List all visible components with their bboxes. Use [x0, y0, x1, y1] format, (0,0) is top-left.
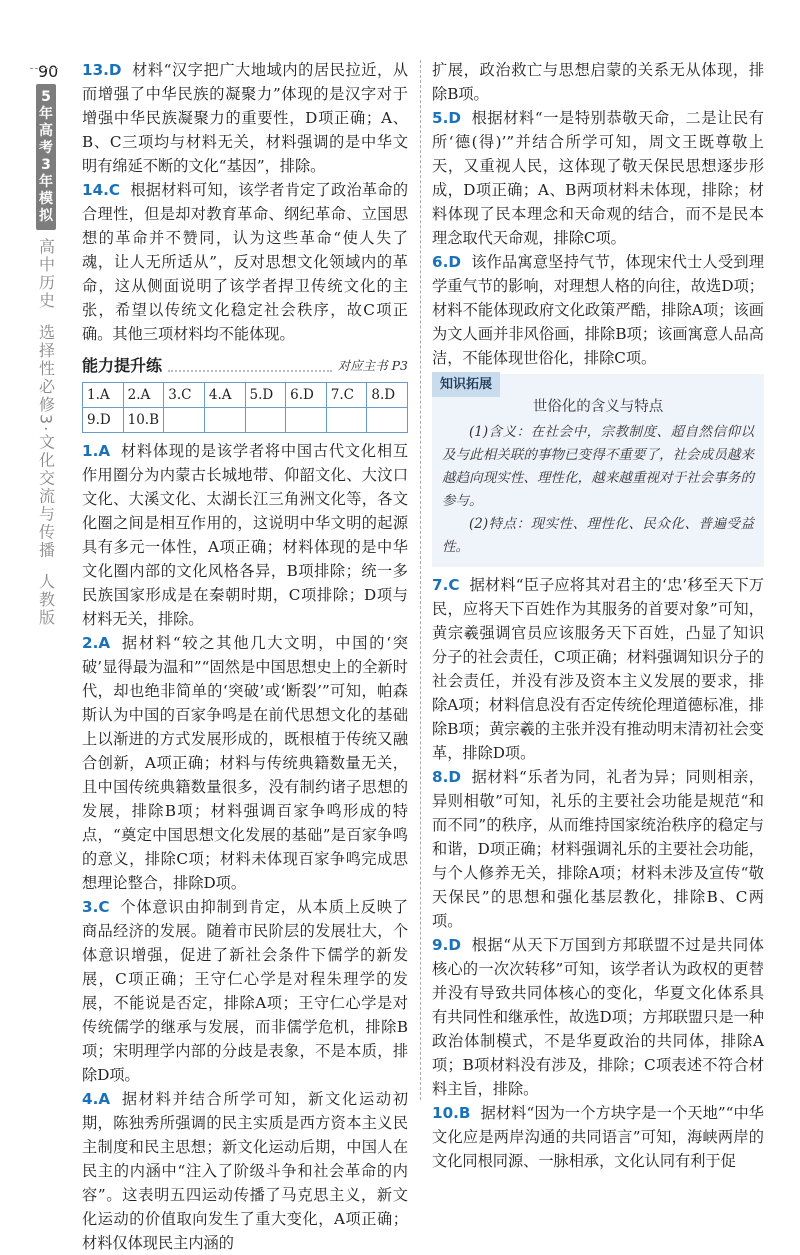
- item-explanation: 据材料“乐者为同，礼者为异；同则相亲，异则相敬”可知，礼乐的主要社会功能是规范“和而不同”的秩序，从而维持国家统治秩序的稳定与和谐，D项正确；材料强调礼乐的主要社会功能，与个人修养无关，排除A项；材料未涉及宣传“敬天保民”的思想和强化基层教化，排除B、C两项。: [432, 768, 764, 930]
- item-number: 14.: [82, 181, 109, 199]
- side-strip: [34, 84, 58, 641]
- item-answer: D: [448, 936, 461, 954]
- item-number: 10.: [432, 1104, 459, 1122]
- item-explanation: 材料“汉字把广大地域内的居民拉近，从而增强了中华民族的凝聚力”体现的是汉字对于增强中华民族凝聚力的重要性，D项正确；A、B、C三项均与材料无关，材料强调的是中华文明有绵延不断的文化“基因”，排除。: [82, 61, 408, 175]
- answer-cell: 2.A: [123, 383, 164, 408]
- item-answer: D: [448, 768, 461, 786]
- answer-cell: 8.D: [367, 383, 408, 408]
- item-number: 13.: [82, 61, 109, 79]
- answer-table-row: [83, 383, 408, 408]
- answer-cell: [164, 408, 205, 433]
- item-explanation: 根据“从天下万国到方邦联盟不过是共同体核心的一次次转移”可知，该学者认为政权的更替并没有导致共同体核心的变化，华夏文化体系具有共同性和继承性，故选D项；方邦联盟只是一种政治体制模式，不是华夏政治的共同体，排除A项；B项材料没有涉及，排除；C项表述不符合材料主旨，排除。: [432, 936, 764, 1098]
- item-number: 1.: [82, 442, 99, 460]
- item-explanation: 根据材料可知，该学者肯定了政治革命的合理性，但是却对教育革命、纲纪革命、立国思想的革命并不赞同，认为这些革命“使人失了魂，让人无所适从”，反对思想文化领域内的革命，这从侧面说明了该学者捍卫传统文化的主张，希望以传统文化稳定社会秩序，故C项正确。其他三项材料均不能体现。: [82, 181, 408, 343]
- answer-cell: [367, 408, 408, 433]
- answer-item-1: [82, 439, 408, 631]
- section-header: [82, 352, 408, 378]
- answer-cell: 4.A: [204, 383, 245, 408]
- item-explanation: 扩展，政治救亡与思想启蒙的关系无从体现，排除B项。: [432, 61, 764, 103]
- knowledge-box: [432, 374, 764, 567]
- answer-item-13: [82, 58, 408, 178]
- side-course: 选择性必修3·文化交流与传播: [36, 324, 56, 560]
- item-explanation: 据材料“臣子应将其对君主的‘忠’移至天下万民，应将天下百姓作为其服务的首要对象”可知，黄宗羲强调官员应该服务天下百姓，凸显了知识分子的社会责任，C项正确；材料强调知识分子的社会责任，并没有涉及资本主义发展的要求，排除A项；材料信息没有否定传统伦理道德标准，排除B项；黄宗羲的主张并没有推动明末清初社会变革，排除D项。: [432, 576, 764, 762]
- answer-cell: 10.B: [123, 408, 164, 433]
- column-divider: [420, 60, 421, 1100]
- section-title: 能力提升练: [82, 356, 163, 375]
- answer-cell: 7.C: [326, 383, 367, 408]
- answer-cell: [326, 408, 367, 433]
- item-number: 8.: [432, 768, 449, 786]
- item-explanation: 该作品寓意坚持气节，体现宋代士人受到理学重气节的影响，对理想人格的向往，故选D项；材料不能体现政府文化政策严酷，排除A项；该画为文人画并非风俗画，排除B项；该画寓意人品高洁，不能体现世俗化，排除C项。: [432, 253, 764, 367]
- item-answer: C: [108, 181, 121, 199]
- left-column: [82, 58, 408, 1255]
- item-explanation: 个体意识由抑制到肯定，从本质上反映了商品经济的发展。随着市民阶层的发展壮大，个体意识增强，促进了新社会条件下儒学的新发展，C项正确；王守仁心学是对程朱理学的发展，不能说是否定，排除A项；王守仁心学是对传统儒学的继承与发展，而非儒学危机，排除B项；宋明理学内部的分歧是表象，不是本质，排除D项。: [82, 898, 408, 1084]
- answer-cell: 3.C: [164, 383, 205, 408]
- item-answer: A: [98, 442, 111, 460]
- item-answer: C: [448, 576, 460, 594]
- answer-item-10: [432, 1101, 764, 1173]
- item-explanation: 材料体现的是该学者将中国古代文化相互作用圈分为内蒙古长城地带、仰韶文化、大汶口文化、大溪文化、太湖长江三角洲文化等，各文化圈之间是相互作用的，这说明中华文明的起源具有多元一体性，A项正确；材料体现的是中华文化圈内部的文化风格各异，B项排除；统一多民族国家形成是在秦朝时期，C项排除；D项与材料无关，排除。: [82, 442, 408, 628]
- knowledge-tag: 知识拓展: [432, 372, 500, 397]
- right-column: [432, 58, 764, 1173]
- answer-table: [82, 382, 408, 433]
- item-number: 9.: [432, 936, 449, 954]
- item-answer: D: [448, 253, 461, 271]
- side-edition: 人教版: [36, 573, 56, 628]
- item-answer: A: [98, 1090, 111, 1108]
- item-number: 4.: [82, 1090, 99, 1108]
- answer-cell: 5.D: [245, 383, 286, 408]
- answer-cell: 6.D: [286, 383, 327, 408]
- knowledge-paragraph: (2)特点：现实性、理性化、民众化、普遍受益性。: [442, 516, 754, 555]
- answer-item-7: [432, 573, 764, 765]
- answer-item-4: [82, 1087, 408, 1255]
- item-answer: B: [458, 1104, 471, 1122]
- item-answer: C: [98, 898, 110, 916]
- answer-item-3: [82, 895, 408, 1087]
- item-explanation: 根据材料“一是特别恭敬天命，二是让民有所‘德(得)’”并结合所学可知，周文王既尊敬上天，又重视人民，这体现了敬天保民思想逐步形成，D项正确；A、B两项材料未体现，排除；材料体现了民本理念和天命观的结合，而不是民本理念取代天命观，排除C项。: [432, 109, 764, 247]
- answer-item-5: [432, 106, 764, 250]
- page-number: 90: [38, 62, 59, 81]
- item-number: 6.: [432, 253, 449, 271]
- continuation-text: [432, 58, 764, 106]
- answer-cell: [204, 408, 245, 433]
- item-answer: A: [98, 634, 111, 652]
- answer-item-6: [432, 250, 764, 370]
- answer-item-8: [432, 765, 764, 933]
- section-dotted-rule: [168, 370, 332, 372]
- item-explanation: 据材料并结合所学可知，新文化运动初期，陈独秀所强调的民主实质是西方资本主义民主制度和民主思想；新文化运动后期，中国人在民主的内涵中“注入了阶级斗争和社会革命的内容”。这表明五四运动传播了马克思主义，新文化运动的价值取向发生了重大变化，A项正确；材料仅体现民主内涵的: [82, 1090, 408, 1252]
- brand-badge: 5年高考3年模拟: [36, 84, 56, 230]
- page-number-rule: [30, 68, 58, 70]
- item-answer: D: [448, 109, 461, 127]
- answer-cell: [245, 408, 286, 433]
- answer-cell: [286, 408, 327, 433]
- item-explanation: 据材料“因为一个方块字是一个天地”“中华文化应是两岸沟通的共同语言”可知，海峡两岸的文化同根同源、一脉相承，文化认同有利于促: [432, 1104, 764, 1170]
- item-number: 2.: [82, 634, 99, 652]
- answer-item-2: [82, 631, 408, 895]
- item-explanation: 据材料“较之其他几大文明，中国的‘突破’显得最为温和”“固然是中国思想史上的全新时代，却也绝非简单的‘突破’或‘断裂’”可知，帕森斯认为中国的百家争鸣是在前代思想文化的基础上以渐进的方式发展形成的，既根植于传统又融合创新，A项正确；材料与传统典籍数量无关，且中国传统典籍数量很多，没有制约诸子思想的发展，排除B项；材料强调百家争鸣形成的特点，“奠定中国思想文化发展的基础”是百家争鸣的意义，排除C项；材料未体现百家争鸣完成思想理论整合，排除D项。: [82, 634, 408, 892]
- side-subject: 高中历史: [36, 238, 56, 310]
- knowledge-title: 世俗化的含义与特点: [532, 399, 664, 415]
- item-answer: D: [108, 61, 122, 79]
- answer-item-9: [432, 933, 764, 1101]
- item-number: 3.: [82, 898, 99, 916]
- answer-item-14: [82, 178, 408, 346]
- item-number: 5.: [432, 109, 449, 127]
- knowledge-paragraph: (1)含义：在社会中，宗教制度、超自然信仰以及与此相关联的事物已变得不重要了，社会成员越来越趋向现实性、理性化，越来越重视对于社会事务的参与。: [442, 424, 754, 509]
- answer-table-row: [83, 408, 408, 433]
- item-number: 7.: [432, 576, 449, 594]
- section-reference: 对应主书 P3: [337, 358, 408, 373]
- answer-cell: 1.A: [83, 383, 124, 408]
- answer-cell: 9.D: [83, 408, 124, 433]
